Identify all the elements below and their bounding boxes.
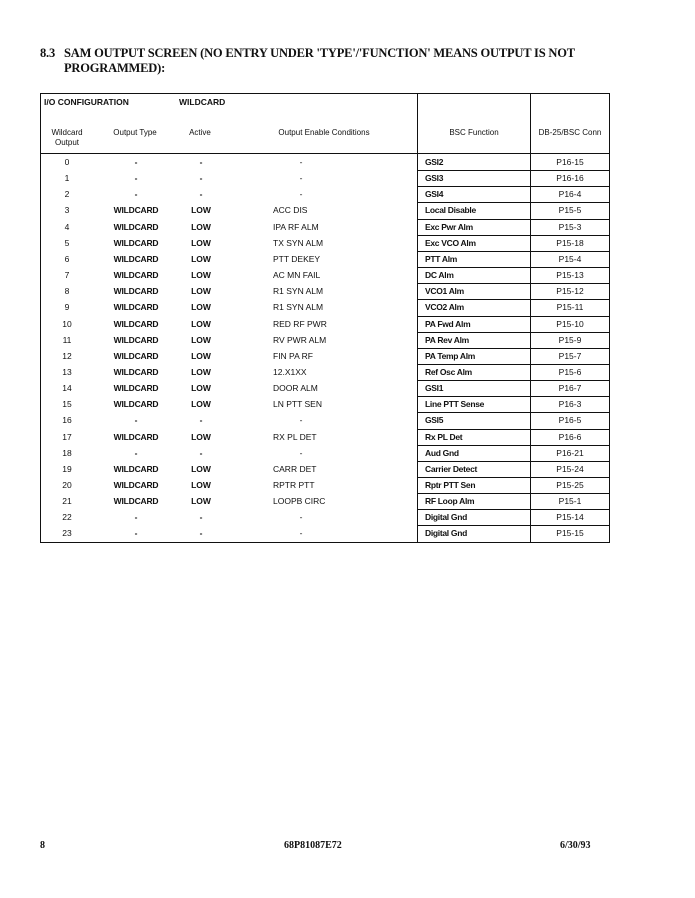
db25-conn-cell: P15-11: [556, 302, 584, 313]
section-number: 8.3: [40, 46, 56, 60]
db25-conn-cell: P16-5: [558, 415, 582, 426]
wildcard-output-cell: 1: [64, 173, 70, 184]
output-enable-condition-cell: PTT DEKEY: [273, 253, 321, 264]
wildcard-output-cell: 19: [62, 463, 72, 474]
active-cell: -: [199, 173, 203, 184]
wildcard-output-cell: 2: [64, 189, 70, 200]
output-enable-condition-cell: TX SYN ALM: [273, 237, 324, 248]
bsc-function-cell: GSI4: [425, 189, 444, 200]
active-cell: LOW: [191, 366, 211, 377]
output-enable-condition-cell: -: [299, 512, 303, 523]
db25-conn-cell: P16-3: [558, 399, 582, 410]
output-table: [40, 93, 610, 543]
db25-conn-cell: P15-15: [556, 528, 584, 539]
bsc-function-cell: GSI5: [425, 415, 444, 426]
db25-conn-cell: P15-13: [556, 270, 584, 281]
wildcard-output-cell: 12: [62, 350, 72, 361]
output-type-cell: WILDCARD: [113, 350, 159, 361]
output-type-cell: WILDCARD: [113, 463, 159, 474]
header-active: Active: [189, 128, 211, 137]
output-enable-condition-cell: -: [299, 173, 303, 184]
header-output-type: Output Type: [113, 128, 157, 137]
db25-conn-cell: P15-7: [558, 350, 582, 361]
output-enable-condition-cell: RV PWR ALM: [273, 334, 327, 345]
bsc-function-cell: Rx PL Det: [425, 431, 463, 442]
db25-conn-cell: P15-6: [558, 366, 582, 377]
bsc-function-cell: GSI2: [425, 157, 444, 167]
output-type-cell: -: [134, 415, 138, 426]
output-type-cell: WILDCARD: [113, 253, 159, 264]
db25-conn-cell: P15-5: [558, 205, 582, 216]
document-date: 6/30/93: [560, 840, 591, 851]
db25-conn-cell: P16-21: [556, 447, 584, 458]
output-enable-condition-cell: -: [299, 157, 303, 167]
wildcard-output-cell: 10: [62, 318, 72, 329]
header-db25-bsc-conn: DB-25/BSC Conn: [538, 128, 602, 137]
active-cell: LOW: [191, 318, 211, 329]
column-divider: [530, 94, 531, 542]
active-cell: -: [199, 447, 203, 458]
wildcard-output-cell: 20: [62, 480, 72, 490]
active-cell: LOW: [191, 399, 211, 410]
io-configuration-value: WILDCARD: [179, 97, 226, 107]
bsc-function-cell: Aud Gnd: [425, 447, 459, 458]
output-type-cell: -: [134, 157, 138, 167]
db25-conn-cell: P15-14: [556, 512, 584, 523]
bsc-function-cell: Exc VCO Alm: [425, 237, 476, 248]
output-type-cell: WILDCARD: [113, 496, 159, 507]
bsc-function-cell: PA Temp Alm: [425, 350, 476, 361]
active-cell: -: [199, 157, 203, 167]
active-cell: LOW: [191, 431, 211, 442]
db25-conn-cell: P15-10: [556, 318, 584, 329]
db25-conn-cell: P15-25: [556, 480, 584, 490]
bsc-function-cell: Ref Osc Alm: [425, 366, 472, 377]
output-type-cell: WILDCARD: [113, 480, 159, 490]
bsc-function-cell: Digital Gnd: [425, 528, 468, 539]
wildcard-output-cell: 4: [64, 221, 70, 232]
output-enable-condition-cell: ACC DIS: [273, 205, 308, 216]
wildcard-output-cell: 0: [64, 157, 70, 167]
bsc-function-cell: PA Fwd Alm: [425, 318, 471, 329]
bsc-function-cell: Line PTT Sense: [425, 399, 485, 410]
output-enable-condition-cell: R1 SYN ALM: [273, 286, 324, 297]
wildcard-output-cell: 21: [62, 496, 72, 507]
output-type-cell: WILDCARD: [113, 318, 159, 329]
wildcard-output-cell: 18: [62, 447, 72, 458]
active-cell: LOW: [191, 383, 211, 394]
db25-conn-cell: P15-4: [558, 253, 582, 264]
output-enable-condition-cell: LOOPB CIRC: [273, 496, 326, 507]
section-heading: [40, 46, 600, 76]
db25-conn-cell: P15-3: [558, 221, 582, 232]
output-enable-condition-cell: R1 SYN ALM: [273, 302, 324, 313]
heading-line-2: PROGRAMMED):: [64, 61, 166, 75]
output-enable-condition-cell: 12.X1XX: [273, 366, 307, 377]
output-enable-condition-cell: RED RF PWR: [273, 318, 327, 329]
output-enable-condition-cell: DOOR ALM: [273, 383, 318, 394]
active-cell: LOW: [191, 334, 211, 345]
output-enable-condition-cell: -: [299, 528, 303, 539]
output-enable-condition-cell: RPTR PTT: [273, 480, 315, 490]
active-cell: LOW: [191, 237, 211, 248]
output-enable-condition-cell: -: [299, 415, 303, 426]
bsc-function-cell: Rptr PTT Sen: [425, 480, 476, 490]
active-cell: LOW: [191, 205, 211, 216]
active-cell: LOW: [191, 350, 211, 361]
output-enable-condition-cell: LN PTT SEN: [273, 399, 322, 410]
output-type-cell: -: [134, 528, 138, 539]
output-enable-condition-cell: -: [299, 189, 303, 200]
output-type-cell: -: [134, 447, 138, 458]
bsc-function-cell: RF Loop Alm: [425, 496, 475, 507]
active-cell: -: [199, 528, 203, 539]
header-wildcard-output: Wildcard Output: [51, 128, 83, 147]
output-type-cell: WILDCARD: [113, 221, 159, 232]
active-cell: LOW: [191, 496, 211, 507]
active-cell: LOW: [191, 302, 211, 313]
output-enable-condition-cell: RX PL DET: [273, 431, 317, 442]
output-type-cell: WILDCARD: [113, 302, 159, 313]
wildcard-output-cell: 9: [64, 302, 70, 313]
active-cell: LOW: [191, 221, 211, 232]
output-enable-condition-cell: IPA RF ALM: [273, 221, 319, 232]
wildcard-output-cell: 23: [62, 528, 72, 539]
output-type-cell: WILDCARD: [113, 270, 159, 281]
bsc-function-cell: VCO2 Alm: [425, 302, 464, 313]
output-type-cell: WILDCARD: [113, 366, 159, 377]
active-cell: LOW: [191, 463, 211, 474]
wildcard-output-cell: 17: [62, 431, 72, 442]
output-type-cell: WILDCARD: [113, 237, 159, 248]
document-number: 68P81087E72: [284, 840, 342, 851]
output-type-cell: WILDCARD: [113, 383, 159, 394]
output-type-cell: -: [134, 173, 138, 184]
output-enable-condition-cell: FIN PA RF: [273, 350, 313, 361]
active-cell: LOW: [191, 480, 211, 490]
heading-line-1: SAM OUTPUT SCREEN (NO ENTRY UNDER 'TYPE'/'FUNCTION' MEANS OUTPUT IS NOT: [64, 46, 575, 60]
output-type-cell: -: [134, 512, 138, 523]
wildcard-output-cell: 7: [64, 270, 70, 281]
db25-conn-cell: P16-15: [556, 157, 584, 167]
db25-conn-cell: P16-16: [556, 173, 584, 184]
output-type-cell: WILDCARD: [113, 431, 159, 442]
output-type-cell: WILDCARD: [113, 399, 159, 410]
bsc-function-cell: GSI3: [425, 173, 444, 184]
db25-conn-cell: P15-12: [556, 286, 584, 297]
wildcard-output-cell: 5: [64, 237, 70, 248]
bsc-function-cell: DC Alm: [425, 270, 454, 281]
bsc-function-cell: Local Disable: [425, 205, 476, 216]
bsc-function-cell: Exc Pwr Alm: [425, 221, 473, 232]
db25-conn-cell: P16-6: [558, 431, 582, 442]
bsc-function-cell: Digital Gnd: [425, 512, 468, 523]
db25-conn-cell: P15-1: [558, 496, 582, 507]
db25-conn-cell: P16-4: [558, 189, 582, 200]
header-bsc-function: BSC Function: [449, 128, 499, 137]
bsc-function-cell: PTT Alm: [425, 253, 458, 264]
output-enable-condition-cell: CARR DET: [273, 463, 317, 474]
wildcard-output-cell: 22: [62, 512, 72, 523]
db25-conn-cell: P15-24: [556, 463, 584, 474]
output-type-cell: WILDCARD: [113, 334, 159, 345]
active-cell: LOW: [191, 253, 211, 264]
wildcard-output-cell: 16: [62, 415, 72, 426]
bsc-function-cell: VCO1 Alm: [425, 286, 464, 297]
db25-conn-cell: P15-18: [556, 237, 584, 248]
output-type-cell: -: [134, 189, 138, 200]
active-cell: -: [199, 189, 203, 200]
db25-conn-cell: P16-7: [558, 383, 582, 394]
bsc-function-cell: PA Rev Alm: [425, 334, 469, 345]
wildcard-output-cell: 11: [62, 334, 72, 345]
output-type-cell: WILDCARD: [113, 286, 159, 297]
db25-conn-cell: P15-9: [558, 334, 582, 345]
active-cell: -: [199, 415, 203, 426]
output-enable-condition-cell: AC MN FAIL: [273, 270, 321, 281]
wildcard-output-cell: 6: [64, 253, 70, 264]
io-configuration-label: I/O CONFIGURATION: [44, 97, 129, 107]
wildcard-output-cell: 15: [62, 399, 72, 410]
wildcard-output-cell: 8: [64, 286, 70, 297]
wildcard-output-cell: 14: [62, 383, 72, 394]
active-cell: LOW: [191, 270, 211, 281]
output-type-cell: WILDCARD: [113, 205, 159, 216]
bsc-function-cell: Carrier Detect: [425, 463, 478, 474]
wildcard-output-cell: 13: [62, 366, 72, 377]
output-enable-condition-cell: -: [299, 447, 303, 458]
page-number: 8: [40, 840, 45, 851]
active-cell: LOW: [191, 286, 211, 297]
bsc-function-cell: GSI1: [425, 383, 444, 394]
wildcard-output-cell: 3: [64, 205, 70, 216]
header-output-enable-conditions: Output Enable Conditions: [278, 128, 370, 137]
active-cell: -: [199, 512, 203, 523]
